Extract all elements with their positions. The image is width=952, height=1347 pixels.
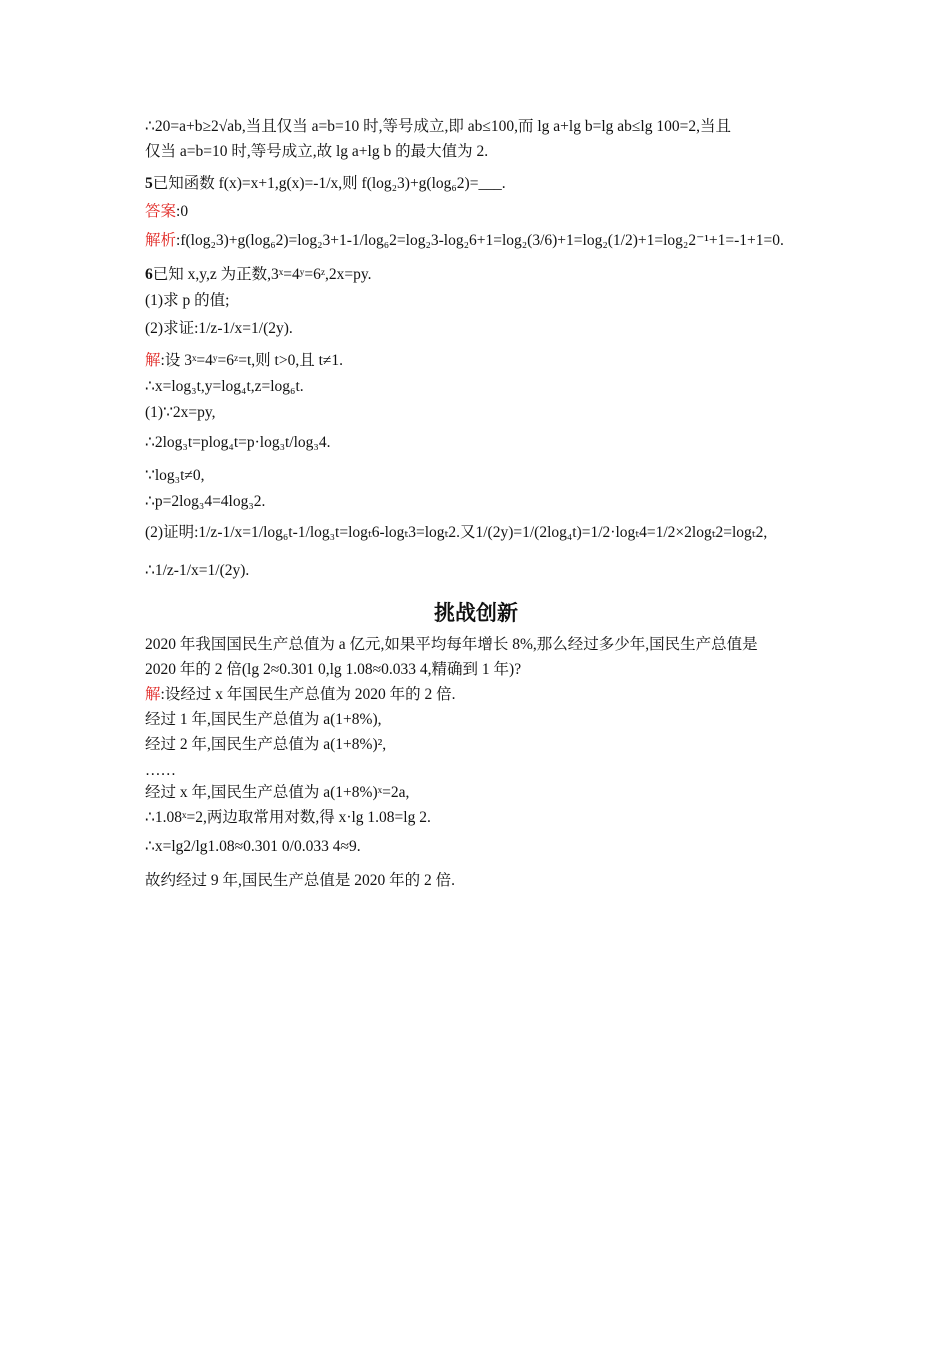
question-5 xyxy=(145,175,506,193)
challenge-solution-line-7 xyxy=(145,838,361,856)
question-text: 已知 x,y,z 为正数,3ˣ=4ʸ=6ᶻ,2x=py. xyxy=(152,266,372,283)
challenge-question-line-1 xyxy=(145,636,758,654)
section-title: 挑战创新 xyxy=(434,601,518,625)
challenge-solution-line-5 xyxy=(145,784,409,802)
part-2-text: (2)求证:1/z-1/x=1/(2y). xyxy=(145,320,293,337)
question-6 xyxy=(145,266,372,284)
question-6-part-1 xyxy=(145,292,229,310)
answer-line xyxy=(145,203,188,221)
text-line xyxy=(145,118,731,136)
text-line xyxy=(145,143,488,161)
challenge-solution-text: ∴1.08ˣ=2,两边取常用对数,得 x·lg 1.08=lg 2. xyxy=(145,809,431,826)
challenge-solution-text: ∴x=lg2/lg1.08≈0.301 0/0.033 4≈9. xyxy=(145,838,361,855)
solution-line-6 xyxy=(145,493,265,511)
analysis-text: :f(log₂3)+g(log₆2)=log₂3+1-1/log₆2=log₂3-log₂6+1=log₂(3/6)+1=log₂(1/2)+1=log₂2⁻¹+1=-1+1=0. xyxy=(176,232,784,249)
challenge-question-line-2 xyxy=(145,661,521,679)
proof-line-2: 仅当 a=b=10 时,等号成立,故 lg a+lg b 的最大值为 2. xyxy=(145,143,489,160)
solution-label: 解 xyxy=(145,352,161,369)
solution-text: ∵log₃t≠0, xyxy=(145,467,205,484)
solution-text: (2)证明:1/z-1/x=1/log₆t-1/log₃t=logₜ6-logₜ3=logₜ2.又1/(2y)=1/(2log₄t)=1/2·logₜ4=1/2×2logₜ2=logₜ2, xyxy=(145,524,768,541)
challenge-text: 2020 年我国国民生产总值为 a 亿元,如果平均每年增长 8%,那么经过多少年,国民生产总值是 xyxy=(145,636,758,653)
answer-label: 答案 xyxy=(145,203,177,220)
solution-text: :设 3ˣ=4ʸ=6ᶻ=t,则 t>0,且 t≠1. xyxy=(160,352,344,369)
challenge-solution-line-2 xyxy=(145,711,381,729)
answer-value: :0 xyxy=(176,203,189,220)
challenge-solution-text: 经过 x 年,国民生产总值为 a(1+8%)ˣ=2a, xyxy=(145,784,410,801)
solution-text: ∴x=log₃t,y=log₄t,z=log₆t. xyxy=(145,378,304,395)
challenge-solution-line-1 xyxy=(145,686,455,704)
question-6-part-2 xyxy=(145,320,293,338)
challenge-solution-text: 经过 2 年,国民生产总值为 a(1+8%)², xyxy=(145,736,387,753)
solution-line-4 xyxy=(145,434,330,452)
challenge-solution-text: …… xyxy=(145,762,176,779)
question-number: 5 xyxy=(145,175,153,192)
challenge-solution-line-3 xyxy=(145,736,386,754)
solution-label: 解 xyxy=(145,686,161,703)
challenge-text: 2020 年的 2 倍(lg 2≈0.301 0,lg 1.08≈0.033 4,精确到 1 年)? xyxy=(145,661,522,678)
solution-text: (1)∵2x=py, xyxy=(145,404,216,421)
solution-line-8 xyxy=(145,562,249,580)
solution-text: ∴p=2log₃4=4log₃2. xyxy=(145,493,266,510)
challenge-solution-line-4 xyxy=(145,762,176,780)
part-1-text: (1)求 p 的值; xyxy=(145,292,230,309)
proof-line-1: ∴20=a+b≥2√ab,当且仅当 a=b=10 时,等号成立,即 ab≤100,而 lg a+lg b=lg ab≤lg 100=2,当且 xyxy=(145,118,731,135)
analysis-line xyxy=(145,232,784,250)
solution-line-7 xyxy=(145,524,767,542)
solution-text: ∴1/z-1/x=1/(2y). xyxy=(145,562,250,579)
solution-line-5 xyxy=(145,467,205,485)
challenge-solution-line-8 xyxy=(145,872,455,890)
challenge-solution-text: 经过 1 年,国民生产总值为 a(1+8%), xyxy=(145,711,382,728)
challenge-solution-text: 故约经过 9 年,国民生产总值是 2020 年的 2 倍. xyxy=(145,872,456,889)
analysis-label: 解析 xyxy=(145,232,177,249)
challenge-solution-text: :设经过 x 年国民生产总值为 2020 年的 2 倍. xyxy=(160,686,456,703)
question-number: 6 xyxy=(145,266,153,283)
solution-line-2 xyxy=(145,378,304,396)
solution-line-1 xyxy=(145,352,343,370)
challenge-solution-line-6 xyxy=(145,809,431,827)
solution-line-3 xyxy=(145,404,216,422)
question-text: 已知函数 f(x)=x+1,g(x)=-1/x,则 f(log₂3)+g(log₆2)=___. xyxy=(152,175,506,192)
solution-text: ∴2log₃t=plog₄t=p·log₃t/log₃4. xyxy=(145,434,331,451)
